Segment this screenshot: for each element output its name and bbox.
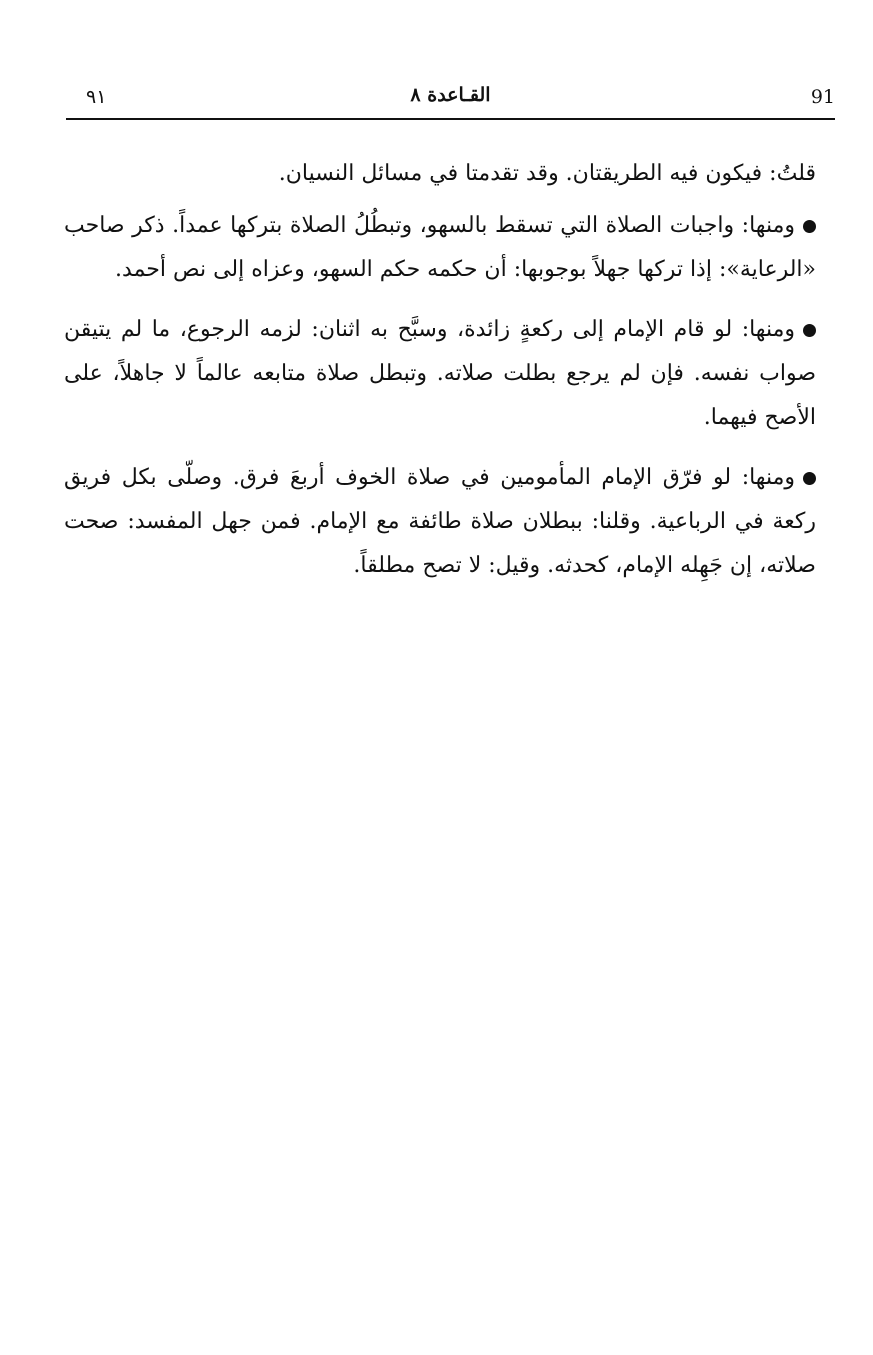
paragraph xyxy=(64,152,816,196)
bullet-icon xyxy=(803,220,816,233)
page-header xyxy=(66,82,835,120)
paragraph xyxy=(64,456,816,588)
paragraph-text: ومنها: واجبات الصلاة التي تسقط بالسهو، وتبطُلُ الصلاة بتركها عمداً. ذكر صاحب «الرعاية»: إذا تركها جهلاً بوجوبها: أن حكمه حكم السهو، وعزاه إلى نص أحمد. xyxy=(64,213,816,282)
paragraph xyxy=(64,308,816,440)
paragraph-text: ومنها: لو فرّق الإمام المأمومين في صلاة الخوف أربعَ فرق. وصلّى بكل فريق ركعة في الرباعية. وقلنا: ببطلان صلاة طائفة مع الإمام. فمن جهل المفسد: صحت صلاته، إن جَهِله الإمام، كحدثه. وقيل: لا تصح مطلقاً. xyxy=(64,465,816,578)
running-title: القـاعدة ٨ xyxy=(410,84,491,106)
bullet-icon xyxy=(803,324,816,337)
page-body xyxy=(64,152,816,604)
page-number-latin: 91 xyxy=(810,86,835,108)
paragraph-text: قلتُ: فيكون فيه الطريقتان. وقد تقدمتا في مسائل النسيان. xyxy=(278,161,816,186)
paragraph-text: ومنها: لو قام الإمام إلى ركعةٍ زائدة، وسبَّح به اثنان: لزمه الرجوع، ما لم يتيقن صواب نفسه. فإن لم يرجع بطلت صلاته. وتبطل صلاة متابعه عالماً لا جاهلاً، على الأصح فيهما. xyxy=(64,317,816,430)
paragraph xyxy=(64,204,816,292)
page-number-arabic: ٩١ xyxy=(86,86,107,108)
bullet-icon xyxy=(803,472,816,485)
